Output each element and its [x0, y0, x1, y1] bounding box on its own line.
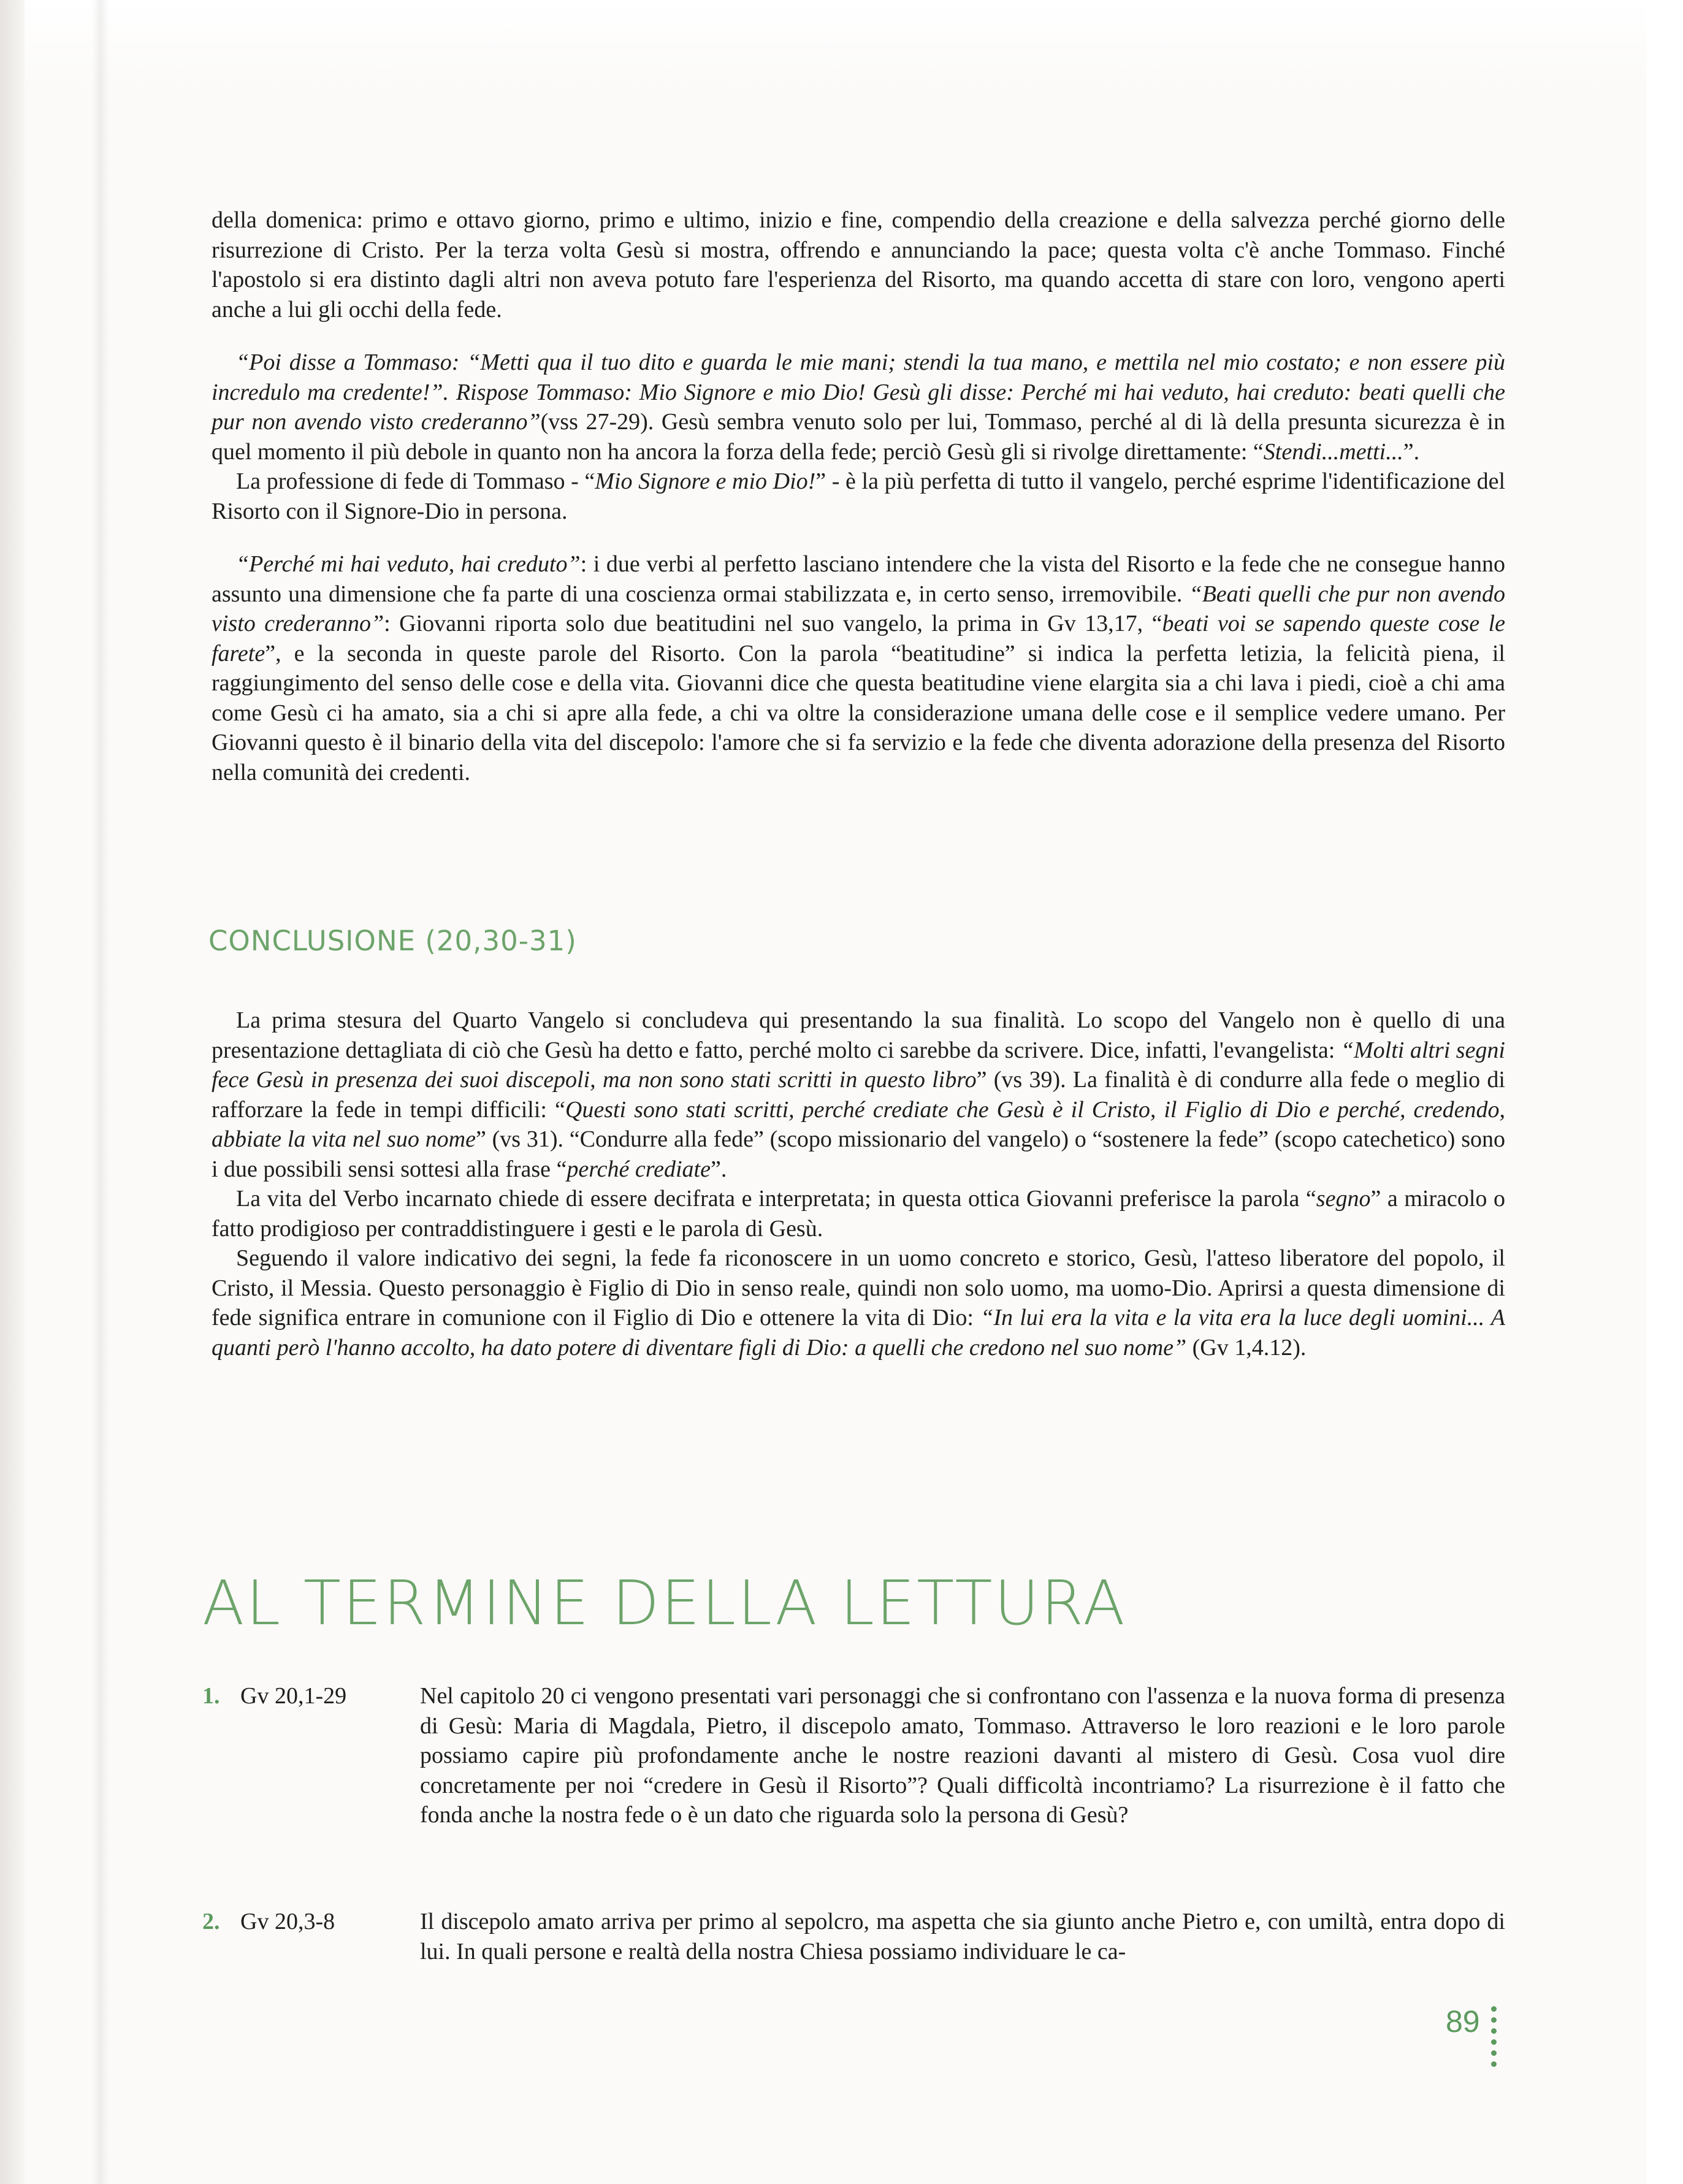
section-heading-conclusione: CONCLUSIONE (20,30-31)	[208, 925, 577, 957]
page-left-edge	[0, 0, 25, 2184]
quote-text: “Poi disse a Tommaso: “Metti qua il tuo dito e guarda le mie mani; stendi la tua mano, e mettila nel mio costato; e non essere più incredulo ma credente!”. Rispose Tommaso: Mio Signore e mio Dio! Gesù gli disse: Perché mi hai veduto, hai creduto: beati quelli che pur non avendo visto crederanno”	[212, 349, 1505, 435]
quote-text: Mio Signore e mio Dio!	[595, 468, 816, 494]
quote-text: “Molti altri segni fece Gesù in presenza dei suoi discepoli, ma non sono stati scritti in questo libro	[212, 1037, 1505, 1093]
dot	[1491, 2017, 1497, 2023]
page-top-margin	[0, 0, 1683, 92]
quote-text: “Perché mi hai veduto, hai creduto”	[236, 551, 581, 577]
quote-text: “Beati quelli che pur non avendo visto crederanno”	[212, 581, 1505, 636]
question-item	[202, 1681, 1505, 1865]
paragraph-text: Seguendo il valore indicativo dei segni, la fede fa riconoscere in un uomo concreto e storico, Gesù, l'atteso liberatore del popolo, il Cristo, il Messia. Questo personaggio è Figlio di Dio in senso reale, quindi non solo uomo, ma uomo-Dio. Aprirsi a questa dimensione di fede significa entrare in comunione con il Figlio di Dio e ottenere la vita di Dio:	[212, 1245, 1505, 1331]
paragraph-domenica: della domenica: primo e ottavo giorno, primo e ultimo, inizio e fine, compendio della creazione e della salvezza perché giorno delle risurrezione di Cristo. Per la terza volta Gesù si mostra, offrendo e annunciando la pace; questa volta c'è anche Tommaso. Finché l'apostolo si era distinto dagli altri non aveva potuto fare l'esperienza del Risorto, ma quando accetta di stare con loro, vengono aperti anche a lui gli occhi della fede.	[212, 207, 1505, 323]
body-text-upper	[212, 205, 1505, 787]
dot	[1491, 2050, 1497, 2056]
heading-al-termine-della-lettura: AL TERMINE DELLA LETTURA	[202, 1567, 1127, 1639]
paragraph-valore-segni	[212, 1243, 1505, 1362]
question-item	[202, 1907, 1505, 1968]
item-text: Nel capitolo 20 ci vengono presentati vari personaggi che si confrontano con l'assenza e la nuova forma di presenza di Gesù: Maria di Magdala, Pietro, il discepolo amato, Tommaso. Attraverso le loro reazioni e le loro parole possiamo capire più profondamente anche le nostre reazioni davanti al mistero di Gesù. Cosa vuol dire concretamente per noi “credere in Gesù il Risorto”? Quali difficoltà incontriamo? La risurrezione è il fatto che fonda anche la nostra fede o è un dato che riguarda solo la persona di Gesù?	[420, 1683, 1505, 1828]
dot	[1491, 2039, 1497, 2045]
paragraph-text: La vita del Verbo incarnato chiede di essere decifrata e interpretata; in questa ottica Giovanni preferisce la parola “	[236, 1186, 1316, 1212]
paragraph-text: ” a miracolo o fatto prodigioso per contraddistinguere i gesti e le parola di Gesù.	[212, 1186, 1506, 1242]
quote-text: Questi sono stati scritti, perché crediate che Gesù è il Cristo, il Figlio di Dio e perché, credendo, abbiate la vita nel suo nome	[212, 1096, 1505, 1152]
quote-text: “In lui era la vita e la vita era la luce degli uomini... A quanti però l'hanno accolto, ha dato potere di diventare figli di Dio: a quelli che credono nel suo nome”	[212, 1305, 1505, 1361]
paragraph-professione	[212, 467, 1505, 526]
item-number: 2.	[202, 1909, 220, 1934]
quote-text: segno	[1316, 1186, 1371, 1212]
item-reference: Gv 20,3-8	[240, 1909, 335, 1934]
item-number: 1.	[202, 1683, 220, 1709]
paragraph-text: ” (vs 31). “Condurre alla fede” (scopo missionario del vangelo) o “sostenere la fede” (scopo catechetico) sono i due possibili sensi sottesi alla frase “	[212, 1126, 1505, 1182]
paragraph-text: (vss 27-29). Gesù sembra venuto solo per lui, Tommaso, perché al di là della presunta sicurezza è in quel momento il più debole in quanto non ha ancora la forza della fede; perciò Gesù gli si rivolge direttamente: “	[212, 409, 1505, 465]
page-right-edge	[1646, 0, 1683, 2184]
book-spine-shadow	[92, 0, 109, 2184]
paragraph-text: ”.	[1403, 438, 1420, 465]
paragraph-text: : Giovanni riporta solo due beatitudini nel suo vangelo, la prima in Gv 13,17, “	[384, 611, 1162, 636]
paragraph-text: ”.	[710, 1156, 727, 1182]
paragraph-text: ”, e la seconda in queste parole del Risorto. Con la parola “beatitudine” si indica la perfetta letizia, la felicità piena, il raggiungimento del senso delle cose e della vita. Giovanni dice che questa beatitudine viene elargita sia a chi lava i piedi, cioè a chi ama come Gesù ci ha amato, sia a chi si apre alla fede, a chi va oltre la considerazione umana delle cose e il semplice vedere umano. Per Giovanni questo è il binario della vita del discepolo: l'amore che si fa servizio e la fede che diventa adorazione della presenza del Risorto nella comunità dei credenti.	[212, 640, 1505, 785]
paragraph-text: La professione di fede di Tommaso - “	[236, 468, 595, 494]
body-text-conclusione	[212, 1006, 1505, 1362]
paragraph-tommaso-quote	[212, 348, 1505, 467]
item-text: Il discepolo amato arriva per primo al sepolcro, ma aspetta che sia giunto anche Pietro e, con umiltà, entra dopo di lui. In quali persone e realtà della nostra Chiesa possiamo individuare le ca-	[420, 1909, 1505, 1964]
paragraph-gap	[212, 526, 1505, 549]
dot	[1491, 2006, 1497, 2012]
paragraph-text: ” (vs 39). La finalità è di condurre alla fede o meglio di rafforzare la fede in tempi difficili: “	[212, 1067, 1505, 1123]
quote-text: Stendi...metti...	[1263, 438, 1403, 465]
page-number: 89	[1446, 2004, 1480, 2039]
paragraph-text: La prima stesura del Quarto Vangelo si concludeva qui presentando la sua finalità. Lo scopo del Vangelo non è quello di una presentazione dettagliata di ciò che Gesù ha detto e fatto, perché molto ci sarebbe da scrivere. Dice, infatti, l'evangelista:	[212, 1007, 1505, 1063]
paragraph-text: : i due verbi al perfetto lasciano intendere che la vista del Risorto e la fede che ne consegue hanno assunto una dimensione che fa parte di una coscienza ormai stabilizzata e, in certo senso, irremovibile.	[212, 551, 1505, 607]
paragraph-text: ” - è la più perfetta di tutto il vangelo, perché esprime l'identificazione del Risorto con il Signore-Dio in persona.	[212, 468, 1506, 524]
decorative-dots-icon	[1491, 2006, 1497, 2072]
paragraph-gap	[212, 324, 1505, 348]
paragraph-verbo-incarnato	[212, 1184, 1505, 1243]
quote-text: perché crediate	[567, 1156, 711, 1182]
item-reference: Gv 20,1-29	[240, 1683, 347, 1709]
dot	[1491, 2028, 1497, 2034]
dot	[1491, 2061, 1497, 2067]
paragraph-beatitudine	[212, 549, 1505, 787]
paragraph-text: (Gv 1,4.12).	[1186, 1334, 1307, 1361]
quote-text: beati voi se sapendo queste cose le farete	[212, 611, 1505, 666]
paragraph-prima-stesura	[212, 1006, 1505, 1184]
